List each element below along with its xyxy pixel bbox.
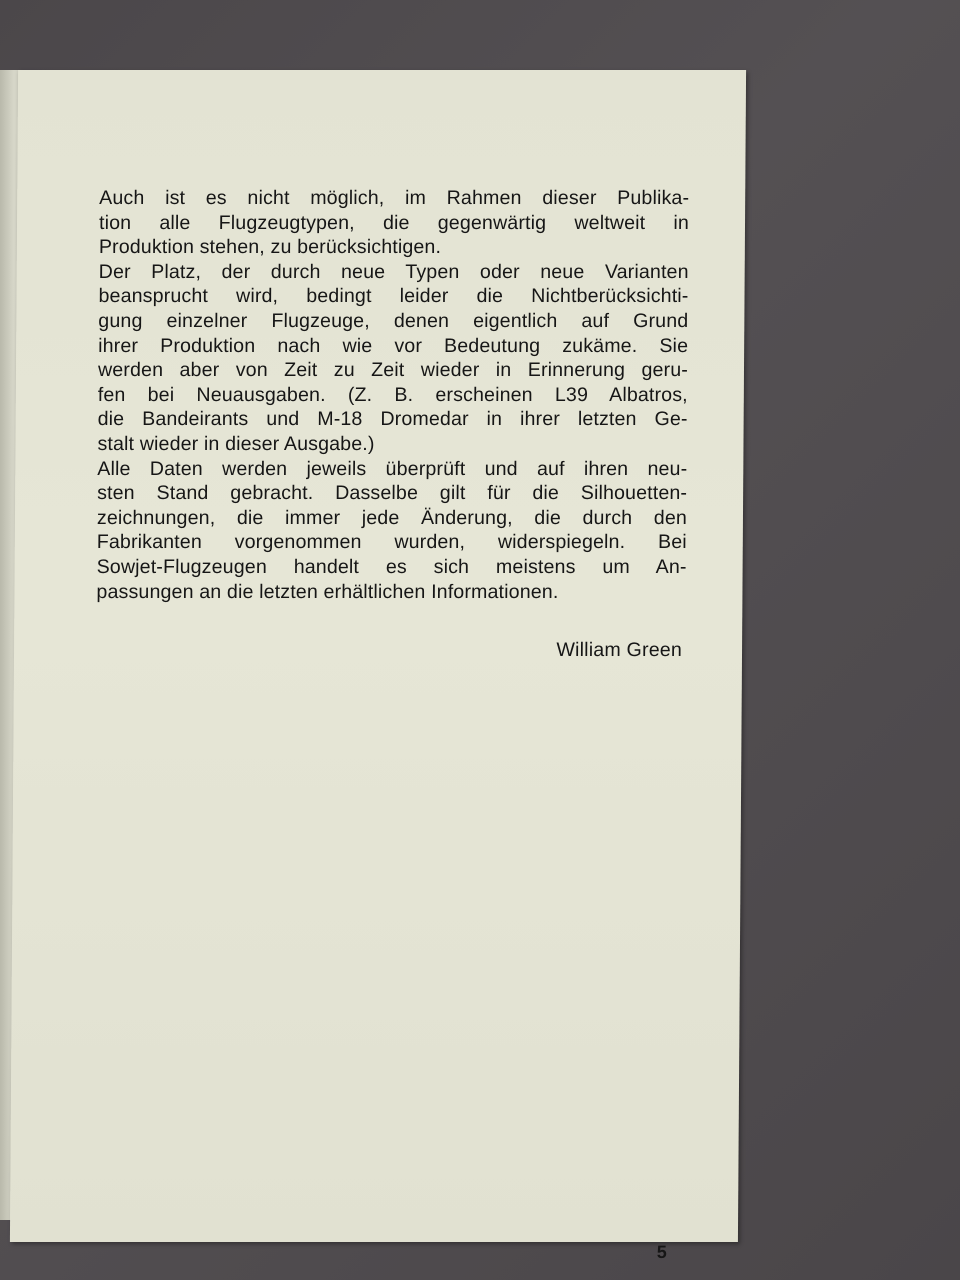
text-line: die Bandeirants und M-18 Dromedar in ihrer letzten Ge-	[97, 408, 688, 431]
text-line: passungen an die letzten erhältlichen Informationen.	[96, 580, 559, 603]
text-line: Auch ist es nicht möglich, im Rahmen dieser Publika-	[99, 187, 690, 209]
book-page	[10, 70, 746, 1262]
text-line: zeichnungen, die immer jede Änderung, die durch den	[96, 506, 688, 529]
paragraph-3	[96, 457, 687, 605]
text-line: Alle Daten werden jeweils überprüft und auf ihren neu-	[97, 457, 688, 480]
text-line: beansprucht wird, bedingt leider die Nichtberücksichti-	[98, 285, 689, 308]
paragraph-1	[99, 186, 690, 260]
page-number: 5	[656, 1242, 667, 1262]
text-line: tion alle Flugzeugtypen, die gegenwärtig weltweit in	[98, 211, 690, 234]
text-line: Der Platz, der durch neue Typen oder neue Varianten	[98, 260, 689, 283]
text-line: sten Stand gebracht. Dasselbe gilt für die Silhouetten-	[97, 482, 688, 505]
paragraph-2	[97, 260, 688, 457]
author-signature: William Green	[556, 639, 683, 661]
text-line: fen bei Neuausgaben. (Z. B. erscheinen L39 Albatros,	[97, 383, 688, 406]
text-line: Produktion stehen, zu berücksichtigen.	[98, 236, 442, 259]
text-line: ihrer Produktion nach wie vor Bedeutung zukäme. Sie	[98, 334, 689, 357]
text-line: stalt wieder in dieser Ausgabe.)	[97, 432, 375, 455]
text-line: Fabrikanten vorgenommen wurden, widerspiegeln. Bei	[96, 531, 687, 554]
text-line: werden aber von Zeit zu Zeit wieder in Erinnerung geru-	[97, 359, 689, 382]
text-line: gung einzelner Flugzeuge, denen eigentlich auf Grund	[98, 309, 689, 332]
body-text	[96, 186, 689, 604]
text-line: Sowjet-Flugzeugen handelt es sich meistens um An-	[96, 555, 687, 578]
